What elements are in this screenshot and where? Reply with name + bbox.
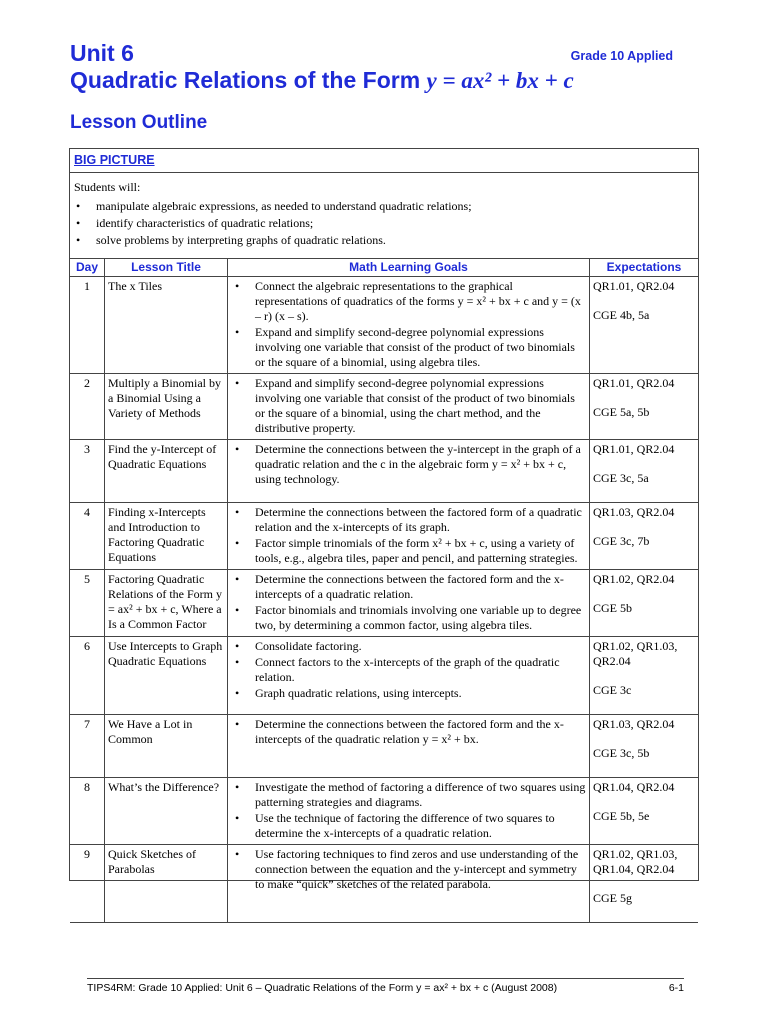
table-row xyxy=(70,503,698,570)
goal-item: • Determine the connections between the factored form and the x-intercepts of a quadratic relation. xyxy=(231,572,586,602)
big-picture-list xyxy=(74,198,694,249)
lesson-goals xyxy=(228,503,590,570)
goals-list xyxy=(231,442,586,487)
lesson-expectations xyxy=(590,440,699,503)
lesson-day: 6 xyxy=(70,637,105,715)
page-number: 6-1 xyxy=(668,982,684,994)
lesson-expectations xyxy=(590,570,699,637)
lesson-goals xyxy=(228,778,590,845)
lesson-day: 2 xyxy=(70,374,105,440)
table-row xyxy=(70,440,698,503)
lesson-day: 9 xyxy=(70,845,105,923)
unit-title-text: Quadratic Relations of the Form xyxy=(70,67,427,93)
lesson-expectations xyxy=(590,637,699,715)
expectation-item: CGE 3c, 7b xyxy=(593,534,650,548)
big-picture-row xyxy=(70,149,698,173)
goal-item: • Determine the connections between the factored form and the x-intercepts of the quadratic relation y = x² + bx. xyxy=(231,717,586,747)
lesson-title: The x Tiles xyxy=(105,277,228,374)
lesson-expectations xyxy=(590,277,699,374)
document-header xyxy=(70,40,690,134)
expectation-item: CGE 5b xyxy=(593,601,632,615)
expectation-item: CGE 5a, 5b xyxy=(593,405,650,419)
goals-list xyxy=(231,505,586,566)
footer-divider xyxy=(87,978,684,979)
goals-list xyxy=(231,572,586,633)
lesson-table-body xyxy=(70,277,698,923)
lesson-expectations xyxy=(590,778,699,845)
lesson-goals xyxy=(228,637,590,715)
grade-label: Grade 10 Applied xyxy=(570,49,673,63)
table-row xyxy=(70,374,698,440)
expectation-item: QR1.02, QR2.04 xyxy=(593,572,675,586)
header-day: Day xyxy=(70,259,105,277)
lesson-title: Find the y-Intercept of Quadratic Equations xyxy=(105,440,228,503)
lesson-title: We Have a Lot in Common xyxy=(105,715,228,778)
lesson-outline-heading: Lesson Outline xyxy=(70,112,208,133)
lesson-goals xyxy=(228,374,590,440)
table-row xyxy=(70,715,698,778)
lesson-expectations xyxy=(590,503,699,570)
expectation-item: QR1.01, QR2.04 xyxy=(593,442,675,456)
expectation-item: CGE 3c, 5a xyxy=(593,471,649,485)
lesson-day: 4 xyxy=(70,503,105,570)
expectation-item: QR1.02, QR1.03, QR1.04, QR2.04 xyxy=(593,847,678,876)
goal-item: • Expand and simplify second-degree polynomial expressions involving one variable that consist of the product of two binomials or the square of a binomial, using algebra tiles. xyxy=(231,325,586,370)
goal-item: • Determine the connections between the factored form of a quadratic relation and the x-intercepts of its graph. xyxy=(231,505,586,535)
unit-title xyxy=(70,67,690,94)
big-picture-label: BIG PICTURE xyxy=(74,153,155,167)
expectation-item: QR1.03, QR2.04 xyxy=(593,717,675,731)
outline-frame xyxy=(69,148,699,905)
students-intro: Students will: xyxy=(74,180,141,194)
goal-item: • Use the technique of factoring the difference of two squares to determine the x-intercepts of a quadratic relation. xyxy=(231,811,586,841)
header-math-goals: Math Learning Goals xyxy=(228,259,590,277)
expectation-item: CGE 3c, 5b xyxy=(593,746,650,760)
expectation-item: CGE 5g xyxy=(593,891,632,905)
expectation-item: QR1.01, QR2.04 xyxy=(593,376,675,390)
lesson-day: 1 xyxy=(70,277,105,374)
goal-item: • Graph quadratic relations, using intercepts. xyxy=(231,686,586,701)
goal-item: • Investigate the method of factoring a difference of two squares using patterning strategies and diagrams. xyxy=(231,780,586,810)
goals-list xyxy=(231,376,586,436)
lesson-table xyxy=(70,259,698,923)
expectation-item: CGE 3c xyxy=(593,683,632,697)
lesson-day: 5 xyxy=(70,570,105,637)
big-picture-item: • manipulate algebraic expressions, as needed to understand quadratic relations; xyxy=(74,198,694,215)
lesson-title: What’s the Difference? xyxy=(105,778,228,845)
table-row xyxy=(70,277,698,374)
expectation-item: CGE 5b, 5e xyxy=(593,809,650,823)
expectation-item: CGE 4b, 5a xyxy=(593,308,650,322)
goal-item: • Connect the algebraic representations to the graphical representations of quadratics of the forms y = x² + bx + c and y = (x – r) (x – s). xyxy=(231,279,586,324)
big-picture-item: • identify characteristics of quadratic relations; xyxy=(74,215,694,232)
goals-list xyxy=(231,847,586,892)
table-row xyxy=(70,845,698,923)
lesson-goals xyxy=(228,845,590,923)
expectation-item: QR1.04, QR2.04 xyxy=(593,780,675,794)
goals-list xyxy=(231,279,586,370)
lesson-day: 7 xyxy=(70,715,105,778)
goal-item: • Determine the connections between the y-intercept in the graph of a quadratic relation and the c in the algebraic form y = x² + bx + c, using technology. xyxy=(231,442,586,487)
header-expectations: Expectations xyxy=(590,259,699,277)
lesson-goals xyxy=(228,440,590,503)
page-footer xyxy=(87,982,684,994)
table-row xyxy=(70,570,698,637)
lesson-title: Quick Sketches of Parabolas xyxy=(105,845,228,923)
lesson-expectations xyxy=(590,374,699,440)
goal-item: • Consolidate factoring. xyxy=(231,639,586,654)
goal-item: • Factor binomials and trinomials involving one variable up to degree two, by determining a common factor, using algebra tiles. xyxy=(231,603,586,633)
goal-item: • Expand and simplify second-degree polynomial expressions involving one variable that consist of the product of two binomials or the square of a binomial, using the chart method, and the distributive property. xyxy=(231,376,586,436)
lesson-title: Use Intercepts to Graph Quadratic Equations xyxy=(105,637,228,715)
table-row xyxy=(70,778,698,845)
lesson-day: 3 xyxy=(70,440,105,503)
lesson-day: 8 xyxy=(70,778,105,845)
lesson-goals xyxy=(228,715,590,778)
lesson-goals xyxy=(228,277,590,374)
footer-text: TIPS4RM: Grade 10 Applied: Unit 6 – Quadratic Relations of the Form y = ax² + bx + c (August 2008) xyxy=(87,982,558,994)
goal-item: • Connect factors to the x-intercepts of the graph of the quadratic relation. xyxy=(231,655,586,685)
lesson-expectations xyxy=(590,845,699,923)
goals-list xyxy=(231,639,586,701)
lesson-expectations xyxy=(590,715,699,778)
unit-title-math: y = ax² + bx + c xyxy=(426,68,574,93)
lesson-title: Multiply a Binomial by a Binomial Using a Variety of Methods xyxy=(105,374,228,440)
expectation-item: QR1.02, QR1.03, QR2.04 xyxy=(593,639,678,668)
table-row xyxy=(70,637,698,715)
lesson-goals xyxy=(228,570,590,637)
goal-item: • Factor simple trinomials of the form x² + bx + c, using a variety of tools, e.g., algebra tiles, paper and pencil, and patterning strategies. xyxy=(231,536,586,566)
header-lesson-title: Lesson Title xyxy=(105,259,228,277)
unit-heading: Unit 6 xyxy=(70,40,134,66)
expectation-item: QR1.01, QR2.04 xyxy=(593,279,675,293)
goal-item: • Use factoring techniques to find zeros and use understanding of the connection between the equation and the y-intercept and symmetry to make “quick” sketches of the related parabola. xyxy=(231,847,586,892)
big-picture-content xyxy=(70,173,698,259)
lesson-title: Factoring Quadratic Relations of the Form y = ax² + bx + c, Where a Is a Common Factor xyxy=(105,570,228,637)
big-picture-item: • solve problems by interpreting graphs of quadratic relations. xyxy=(74,232,694,249)
table-header-row xyxy=(70,259,698,277)
lesson-title: Finding x-Intercepts and Introduction to Factoring Quadratic Equations xyxy=(105,503,228,570)
expectation-item: QR1.03, QR2.04 xyxy=(593,505,675,519)
goals-list xyxy=(231,717,586,747)
goals-list xyxy=(231,780,586,841)
